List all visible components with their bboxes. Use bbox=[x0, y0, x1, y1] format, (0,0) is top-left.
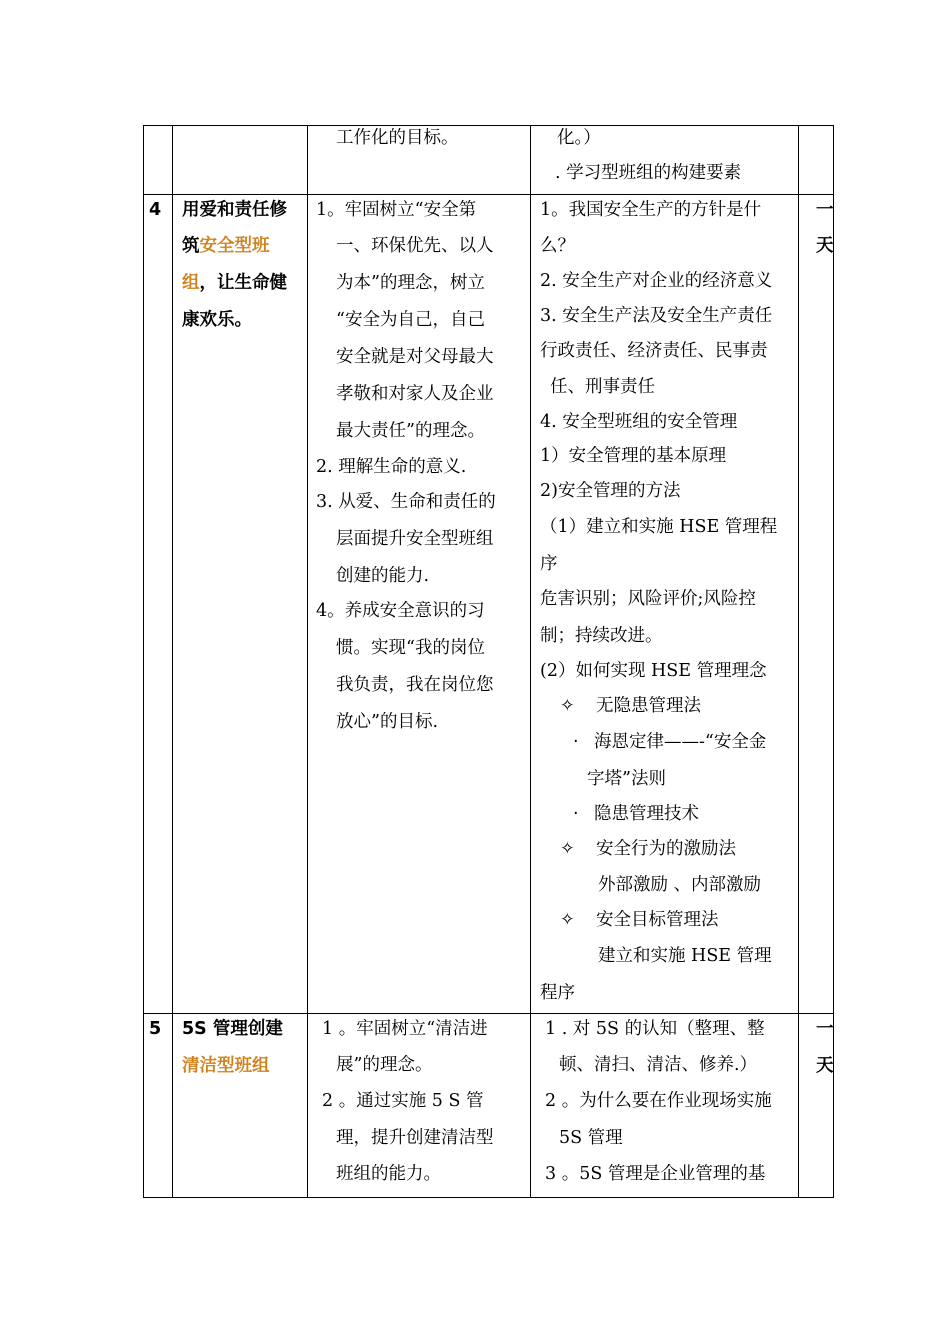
table-divider-col3 bbox=[530, 125, 531, 1198]
row4-content-line: 制；持续改进。 bbox=[540, 626, 663, 646]
top-row-content-line: 化。） bbox=[557, 128, 601, 148]
row4-top-border bbox=[143, 194, 834, 195]
table-divider-col2 bbox=[307, 125, 308, 1198]
row4-title-line: 筑安全型班 bbox=[182, 236, 270, 256]
row4-objective-line: 3. 从爱、生命和责任的 bbox=[316, 492, 496, 512]
row4-title-line: 用爱和责任修 bbox=[182, 200, 287, 220]
row5-top-border bbox=[143, 1013, 834, 1014]
diamond-bullet-icon: ✧ bbox=[560, 696, 575, 716]
row5-duration: 天 bbox=[816, 1056, 834, 1076]
row4-content-line: 2)安全管理的方法 bbox=[540, 481, 681, 501]
diamond-bullet-icon: ✧ bbox=[560, 839, 575, 859]
row5-content-line: 顿、清扫、清洁、修养.） bbox=[559, 1055, 758, 1075]
row5-duration: 一 bbox=[816, 1019, 834, 1039]
table-border-bottom bbox=[143, 1197, 834, 1198]
row5-number: 5 bbox=[149, 1019, 162, 1039]
dot-bullet-icon: · bbox=[573, 732, 579, 752]
row4-content-line: 1）安全管理的基本原理 bbox=[540, 446, 727, 466]
row4-title-line: 组，让生命健 bbox=[182, 273, 287, 293]
row5-content-line: 2 。为什么要在作业现场实施 bbox=[545, 1091, 772, 1111]
row4-content-line: 外部激励 、内部激励 bbox=[598, 875, 762, 895]
row4-content-line: 安全行为的激励法 bbox=[596, 839, 736, 859]
row4-content-line: 字塔”法则 bbox=[587, 769, 666, 789]
diamond-bullet-icon: ✧ bbox=[560, 910, 575, 930]
row4-content-line: 么？ bbox=[540, 236, 575, 256]
dot-bullet-icon: · bbox=[573, 804, 579, 824]
row4-number: 4 bbox=[149, 200, 162, 220]
row4-content-line: (2）如何实现 HSE 管理理念 bbox=[540, 661, 767, 681]
row4-objective-line: 惯。实现“我的岗位 bbox=[336, 638, 485, 658]
row4-content-line: 危害识别；风险评价;风险控 bbox=[540, 589, 756, 609]
row4-title-line: 康欢乐。 bbox=[182, 310, 252, 330]
row4-content-line: 2. 安全生产对企业的经济意义 bbox=[540, 271, 773, 291]
row4-objective-line: 放心”的目标. bbox=[336, 712, 439, 732]
row5-title-line: 5S 管理创建 bbox=[182, 1019, 283, 1039]
row4-content-line: 任、刑事责任 bbox=[550, 377, 655, 397]
row5-objective-line: 1 。牢固树立“清洁进 bbox=[322, 1019, 488, 1039]
row4-content-line: 建立和实施 HSE 管理 bbox=[598, 946, 772, 966]
highlight-text: 组 bbox=[182, 273, 200, 293]
row5-objective-line: 2 。通过实施 5 S 管 bbox=[322, 1091, 484, 1111]
row4-objective-line: 孝敬和对家人及企业 bbox=[336, 384, 494, 404]
table-border-left bbox=[143, 125, 144, 1198]
row4-content-line: 无隐患管理法 bbox=[596, 696, 701, 716]
table-divider-col4 bbox=[798, 125, 799, 1198]
row4-objective-line: 4。养成安全意识的习 bbox=[316, 601, 485, 621]
row4-objective-line: 我负责，我在岗位您 bbox=[336, 675, 494, 695]
row4-content-line: 隐患管理技术 bbox=[594, 804, 699, 824]
row4-objective-line: 创建的能力. bbox=[336, 566, 430, 586]
row5-title-highlight: 清洁型班组 bbox=[182, 1056, 270, 1076]
row4-content-line: 程序 bbox=[540, 983, 575, 1003]
row4-content-line: （1）建立和实施 HSE 管理程 bbox=[540, 517, 778, 537]
table-border-top bbox=[143, 125, 834, 126]
top-row-content-line: . 学习型班组的构建要素 bbox=[555, 163, 742, 183]
highlight-text: 安全型班 bbox=[199, 236, 270, 256]
row4-objective-line: “安全为自己，自己 bbox=[336, 310, 485, 330]
row5-objective-line: 班组的能力。 bbox=[336, 1164, 441, 1184]
row4-content-line: 安全目标管理法 bbox=[596, 910, 719, 930]
row5-content-line: 1 . 对 5S 的认知（整理、整 bbox=[545, 1019, 765, 1039]
table-divider-col1 bbox=[172, 125, 173, 1198]
row5-objective-line: 理，提升创建清洁型 bbox=[336, 1128, 494, 1148]
row4-objective-line: 1。牢固树立“安全第 bbox=[316, 200, 477, 220]
row4-objective-line: 2. 理解生命的意义. bbox=[316, 457, 467, 477]
row5-content-line: 3 。5S 管理是企业管理的基 bbox=[545, 1164, 766, 1184]
row4-content-line: 1。我国安全生产的方针是什 bbox=[540, 200, 762, 220]
row4-objective-line: 安全就是对父母最大 bbox=[336, 347, 494, 367]
row4-duration: 天 bbox=[816, 236, 834, 256]
row5-content-line: 5S 管理 bbox=[559, 1128, 623, 1148]
row4-content-line: 海恩定律——-“安全金 bbox=[594, 732, 767, 752]
row4-objective-line: 最大责任”的理念。 bbox=[336, 421, 485, 441]
top-row-objective-text: 工作化的目标。 bbox=[336, 128, 459, 148]
row4-content-line: 4. 安全型班组的安全管理 bbox=[540, 412, 738, 432]
row4-objective-line: 层面提升安全型班组 bbox=[336, 529, 494, 549]
row5-objective-line: 展”的理念。 bbox=[336, 1055, 433, 1075]
row4-content-line: 3. 安全生产法及安全生产责任 bbox=[540, 306, 773, 326]
row4-content-line: 行政责任、经济责任、民事责 bbox=[540, 341, 768, 361]
row4-objective-line: 为本”的理念，树立 bbox=[336, 273, 485, 293]
row4-objective-line: 一、环保优先、以人 bbox=[336, 236, 494, 256]
row4-duration: 一 bbox=[816, 200, 834, 220]
row4-content-line: 序 bbox=[540, 554, 558, 574]
